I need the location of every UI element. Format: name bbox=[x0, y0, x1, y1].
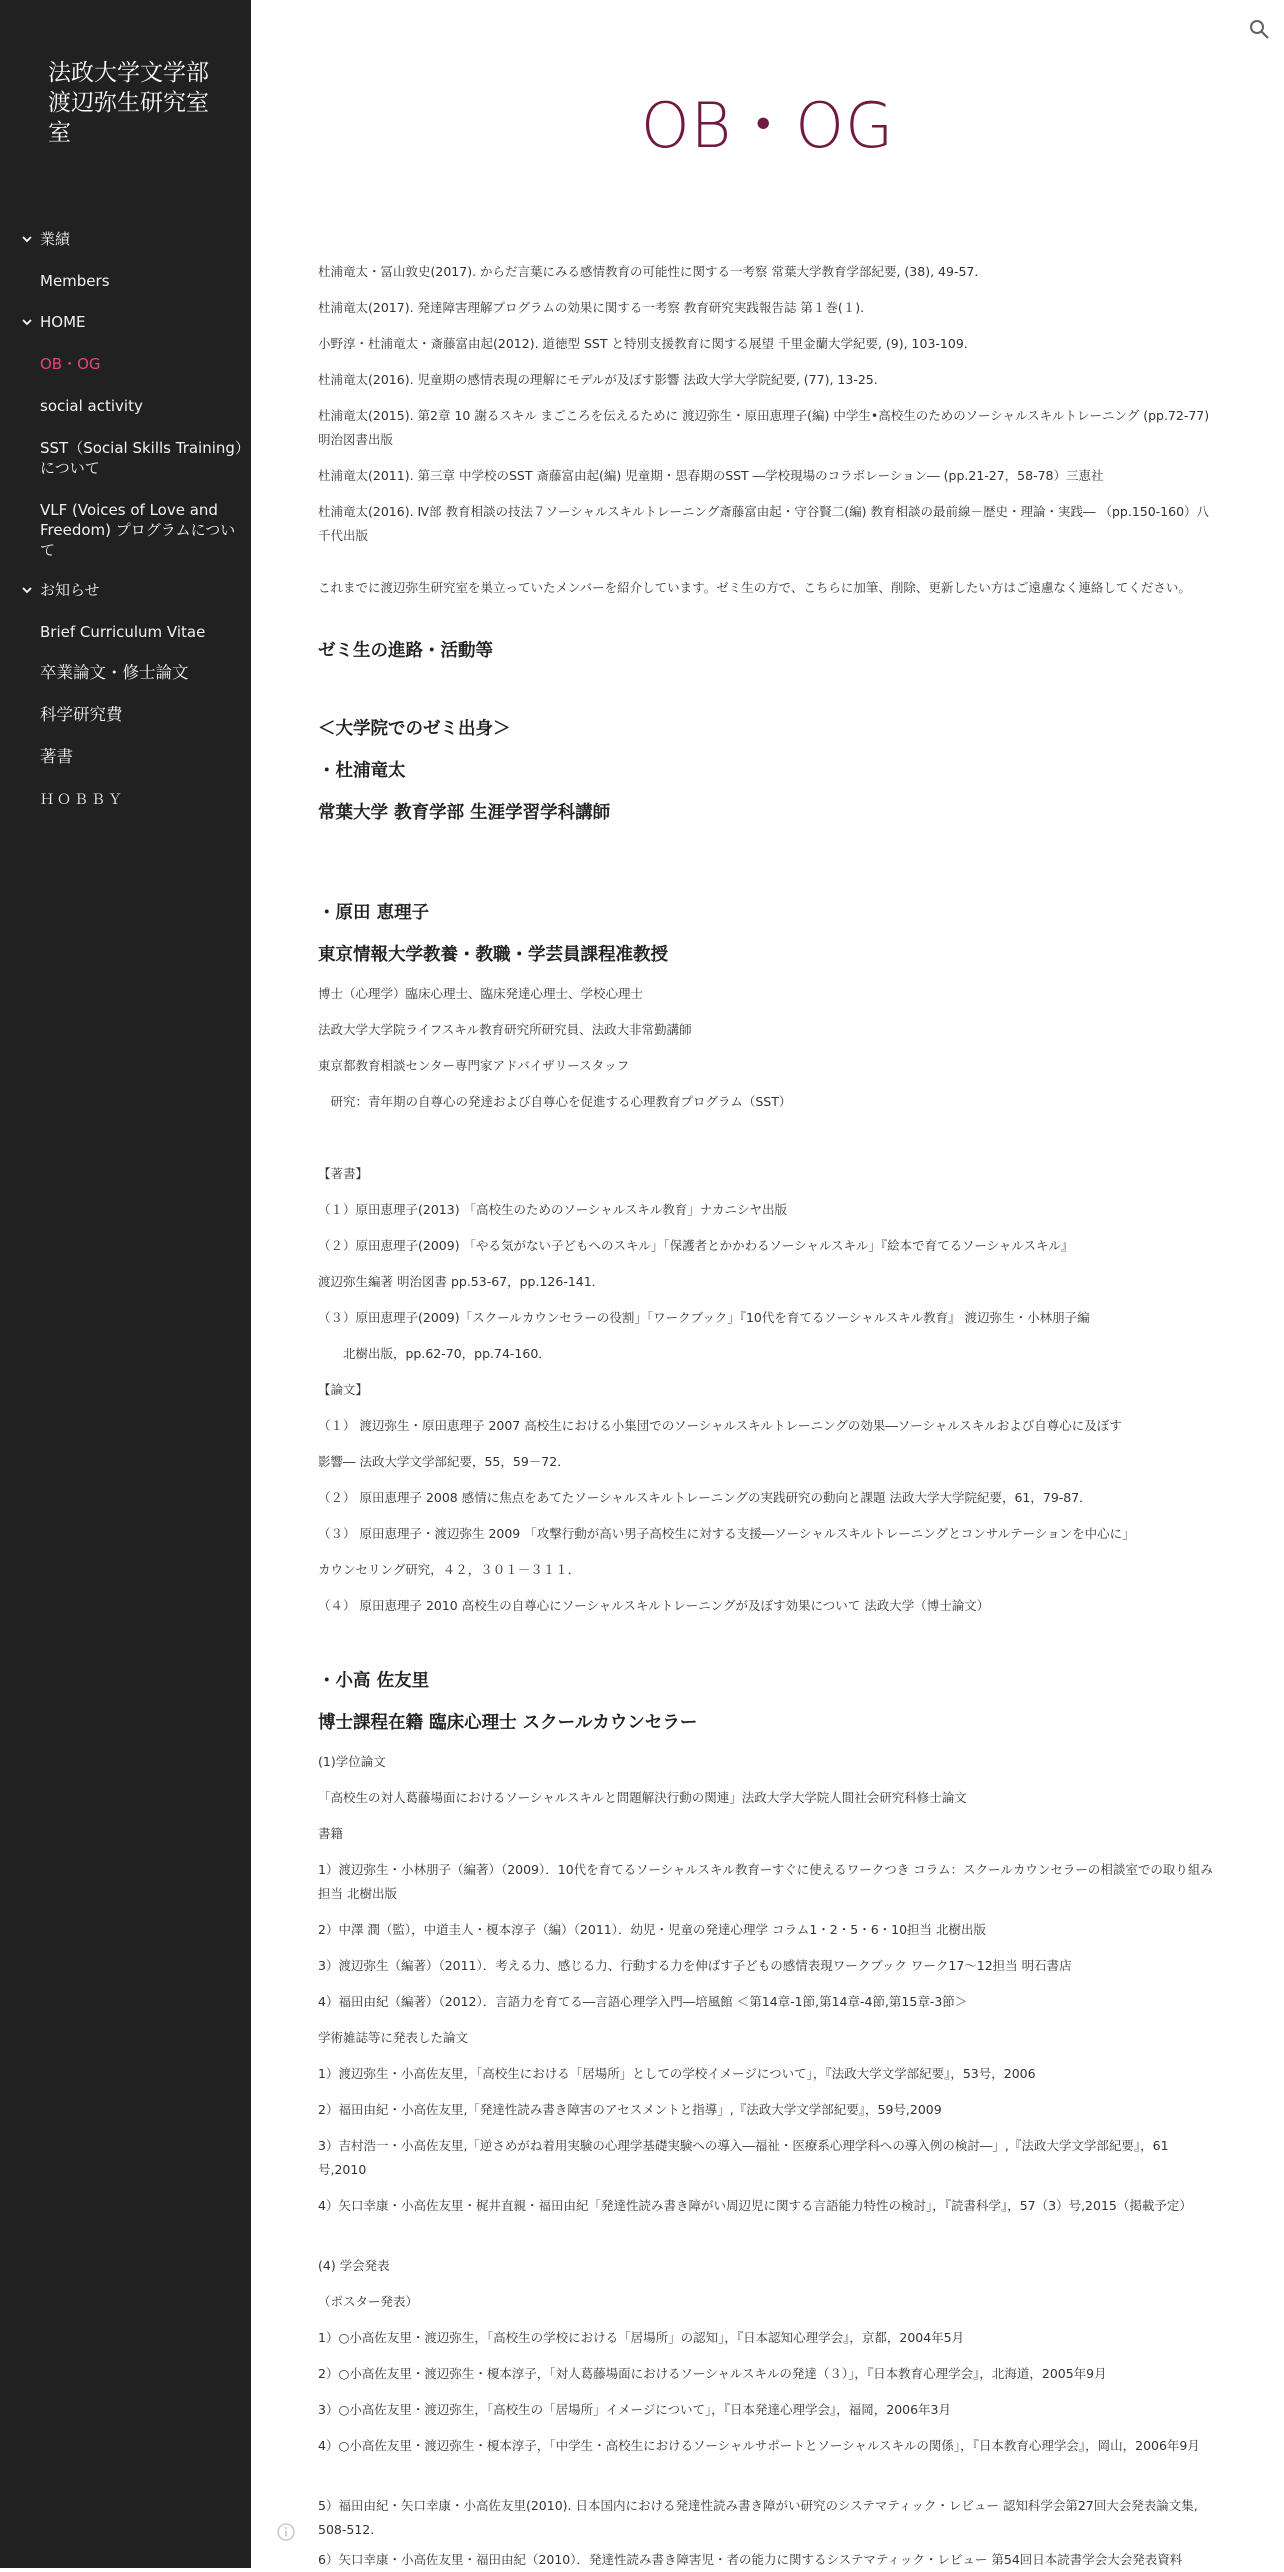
member-detail-line: （１）原田恵理子(2013) 「高校生のためのソーシャルスキル教育」ナカニシヤ出版 bbox=[318, 1202, 788, 1217]
member-detail-line: 書籍 bbox=[318, 1826, 344, 1841]
member-detail-line: 3）○小高佐友里・渡辺弥生，「高校生の「居場所」イメージについて」，『日本発達心理学会』，福岡，2006年3月 bbox=[318, 2402, 952, 2417]
nav-item-gyoseki[interactable]: 業績 bbox=[40, 230, 71, 248]
member-detail-line: 博士（心理学）臨床心理士、臨床発達心理士、学校心理士 bbox=[318, 986, 644, 1001]
member-title: 常葉大学 教育学部 生涯学習学科講師 bbox=[318, 803, 611, 823]
member-detail-line: 2）中澤 潤（監），中道圭人・榎本淳子（編）（2011）．幼児・児童の発達心理学 コラム1・2・5・6・10担当 北樹出版 bbox=[318, 1922, 987, 1937]
member-name: ・小高 佐友里 bbox=[318, 1671, 430, 1691]
nav-item-sst[interactable]: SST（Social Skills Training）について bbox=[40, 439, 243, 477]
member-detail-line: 2）○小高佐友里・渡辺弥生・榎本淳子，「対人葛藤場面におけるソーシャルスキルの発達（３）」，『日本教育心理学会』，北海道，2005年9月 bbox=[318, 2366, 1107, 2381]
member-name: ・原田 恵理子 bbox=[318, 903, 430, 923]
publication-line: 杜浦竜太(2015). 第2章 10 謝るスキル まごころを伝えるために 渡辺弥生・原田恵理子(編) 中学生•高校生のためのソーシャルスキルトレーニング (pp.72-77) 明治図書出版 bbox=[318, 408, 1210, 447]
member-detail-line: (1)学位論文 bbox=[318, 1754, 386, 1769]
chevron-down-icon[interactable] bbox=[21, 316, 33, 328]
member-detail-line: 4）○小高佐友里・渡辺弥生・榎本淳子，「中学生・高校生におけるソーシャルサポートとソーシャルスキルの関係」，『日本教育心理学会』，岡山，2006年9月 bbox=[318, 2438, 1200, 2453]
member-detail-line: 1）渡辺弥生・小林朋子（編著）（2009）．10代を育てるソーシャルスキル教育ーすぐに使えるワークつき コラム：スクールカウンセラーの相談室での取り組み 担当 北樹出版 bbox=[318, 1862, 1213, 1901]
member-detail-line: （２）原田恵理子(2009) 「やる気がない子どもへのスキル」「保護者とかかわるソーシャルスキル」『絵本で育てるソーシャルスキル』 bbox=[318, 1238, 1074, 1253]
chevron-down-icon[interactable] bbox=[21, 233, 33, 245]
nav-item-home[interactable]: HOME bbox=[40, 313, 86, 331]
member-detail-line: 学術雑誌等に発表した論文 bbox=[318, 2030, 469, 2045]
member-detail-line: 北樹出版，pp.62-70，pp.74-160． bbox=[318, 1346, 551, 1361]
member-detail-line: 3）吉村浩一・小高佐友里,「逆さめがね着用実験の心理学基礎実験への導入―福祉・医療系心理学科への導入例の検討―」,『法政大学文学部紀要』，61号,2010 bbox=[318, 2138, 1169, 2177]
nav-item-vlf[interactable]: VLF (Voices of Love and Freedom) プログラムについて bbox=[40, 501, 236, 559]
member-detail-line: 5）福田由紀・矢口幸康・小高佐友里(2010). 日本国内における発達性読み書き障がい研究のシステマティック・レビュー 認知科学会第27回大会発表論文集, 508-512. bbox=[318, 2498, 1198, 2537]
nav-item-members[interactable]: Members bbox=[40, 272, 110, 290]
member-detail-line: （３） 原田恵理子・渡辺弥生 2009 「攻撃行動が高い男子高校生に対する支援―ソーシャルスキルトレーニングとコンサルテーションを中心に」 bbox=[318, 1526, 1135, 1541]
nav-item-cv[interactable]: Brief Curriculum Vitae bbox=[40, 623, 206, 641]
publication-line: 杜浦竜太(2016). Ⅳ部 教育相談の技法７ソーシャルスキルトレーニング斎藤富由起・守谷賢二(編) 教育相談の最前線－歴史・理論・実践― （pp.150-160）八千代出版 bbox=[318, 504, 1210, 543]
nav-item-hobby[interactable]: ＨＯＢＢＹ bbox=[40, 792, 125, 808]
member-detail-line: 4）福田由紀（編著）（2012）．言語力を育てる―言語心理学入門―培風館 ＜第14章-1節,第14章-4節,第15章-3節＞ bbox=[318, 1994, 968, 2009]
member-detail-line: 【論文】 bbox=[318, 1382, 369, 1397]
publication-line: 杜浦竜太・冨山敦史(2017). からだ言葉にみる感情教育の可能性に関する一考察 常葉大学教育学部紀要, (38), 49-57. bbox=[318, 264, 979, 279]
member-title: 東京情報大学教養・教職・学芸員課程准教授 bbox=[318, 945, 668, 965]
member-detail-line: 4）矢口幸康・小高佐友里・梶井直親・福田由紀「発達性読み書き障がい周辺児に関する言語能力特性の検討」，『読書科学』，57（3）号,2015（掲載予定） bbox=[318, 2198, 1192, 2213]
member-detail-line: 6）矢口幸康・小高佐友里・福田由紀（2010）．発達性読み書き障害児・者の能力に関するシステマティック・レビュー 第54回日本読書学会大会発表資料 bbox=[318, 2552, 1183, 2567]
grad-heading: ＜大学院でのゼミ出身＞ bbox=[318, 719, 511, 739]
member-title: 博士課程在籍 臨床心理士 スクールカウンセラー bbox=[318, 1713, 698, 1733]
member-name: ・杜浦竜太 bbox=[318, 761, 406, 781]
intro-text: これまでに渡辺弥生研究室を巣立っていたメンバーを紹介しています。ゼミ生の方で、こちらに加筆、削除、更新したい方はご遠慮なく連絡してください。 bbox=[318, 580, 1191, 595]
member-detail-line: 「高校生の対人葛藤場面におけるソーシャルスキルと問題解決行動の関連」法政大学大学院人間社会研究科修士論文 bbox=[318, 1790, 967, 1805]
chevron-down-icon[interactable] bbox=[21, 584, 33, 596]
publication-line: 杜浦竜太(2017). 発達障害理解プログラムの効果に関する一考察 教育研究実践報告誌 第１巻(１). bbox=[318, 300, 865, 315]
member-detail-line: （２） 原田恵理子 2008 感情に焦点をあてたソーシャルスキルトレーニングの実践研究の動向と課題 法政大学大学院紀要，61，79-87． bbox=[318, 1490, 1092, 1505]
section-heading: ゼミ生の進路・活動等 bbox=[318, 641, 493, 661]
nav-item-oshirase[interactable]: お知らせ bbox=[40, 581, 100, 599]
nav-item-theses[interactable]: 卒業論文・修士論文 bbox=[40, 663, 189, 682]
member-detail-line: 2）福田由紀・小高佐友里,「発達性読み書き障害のアセスメントと指導」,『法政大学文学部紀要』，59号,2009 bbox=[318, 2102, 942, 2117]
page-title: OB・OG bbox=[640, 89, 895, 162]
member-detail-line: 【著書】 bbox=[318, 1166, 369, 1181]
publication-line: 杜浦竜太(2011). 第三章 中学校のSST 斎藤富由起(編) 児童期・思春期のSST ―学校現場のコラボレーション― (pp.21-27，58-78）三恵社 bbox=[318, 468, 1104, 483]
member-detail-line: （３）原田恵理子(2009)「スクールカウンセラーの役割」「ワークブック」『10代を育てるソーシャルスキル教育』 渡辺弥生・小林朋子編 bbox=[318, 1310, 1090, 1325]
nav-item-social-activity[interactable]: social activity bbox=[40, 397, 143, 415]
member-detail-line: （ポスター発表） bbox=[318, 2294, 419, 2309]
info-icon[interactable] bbox=[276, 2522, 296, 2542]
member-detail-line: 研究：青年期の自尊心の発達および自尊心を促進する心理教育プログラム（SST） bbox=[318, 1094, 792, 1109]
member-detail-line: (4) 学会発表 bbox=[318, 2258, 390, 2273]
member-detail-line: （１） 渡辺弥生・原田恵理子 2007 高校生における小集団でのソーシャルスキルトレーニングの効果―ソーシャルスキルおよび自尊心に及ぼす bbox=[318, 1418, 1122, 1433]
sidebar bbox=[0, 0, 251, 2568]
member-detail-line: 影響― 法政大学文学部紀要，55，59－72． bbox=[318, 1454, 570, 1469]
site-title[interactable]: 法政大学文学部渡辺弥生研究室室 bbox=[48, 60, 209, 146]
member-detail-line: （４） 原田恵理子 2010 高校生の自尊心にソーシャルスキルトレーニングが及ぼす効果について 法政大学（博士論文） bbox=[318, 1598, 990, 1613]
nav-item-ob-og[interactable]: OB・OG bbox=[40, 355, 101, 373]
member-detail-line: 3）渡辺弥生（編著）（2011）．考える力、感じる力、行動する力を伸ばす子どもの感情表現ワークブック ワーク17～12担当 明石書店 bbox=[318, 1958, 1072, 1973]
publication-line: 小野淳・杜浦竜太・斎藤富由起(2012). 道徳型 SST と特別支援教育に関する展望 千里金蘭大学紀要, (9), 103-109. bbox=[318, 336, 968, 351]
nav-item-kakenhi[interactable]: 科学研究費 bbox=[40, 705, 123, 724]
member-detail-line: 東京都教育相談センター専門家アドバイザリースタッフ bbox=[318, 1058, 630, 1073]
member-detail-line: 渡辺弥生編著 明治図書 pp.53-67，pp.126-141． bbox=[318, 1274, 605, 1289]
nav-item-books[interactable]: 著書 bbox=[40, 747, 73, 766]
search-icon[interactable] bbox=[1248, 18, 1270, 40]
member-detail-line: 1）○小高佐友里・渡辺弥生，「高校生の学校における「居場所」の認知」，『日本認知心理学会』，京都，2004年5月 bbox=[318, 2330, 965, 2345]
publication-line: 杜浦竜太(2016). 児童期の感情表現の理解にモデルが及ぼす影響 法政大学大学院紀要, (77), 13-25. bbox=[318, 372, 878, 387]
member-detail-line: 1）渡辺弥生・小高佐友里，「高校生における「居場所」としての学校イメージについて」，『法政大学文学部紀要』，53号，2006 bbox=[318, 2066, 1036, 2081]
member-detail-line: カウンセリング研究，４２，３０１－３１１． bbox=[318, 1562, 581, 1577]
member-detail-line: 法政大学大学院ライフスキル教育研究所研究員、法政大非常勤講師 bbox=[318, 1022, 692, 1037]
